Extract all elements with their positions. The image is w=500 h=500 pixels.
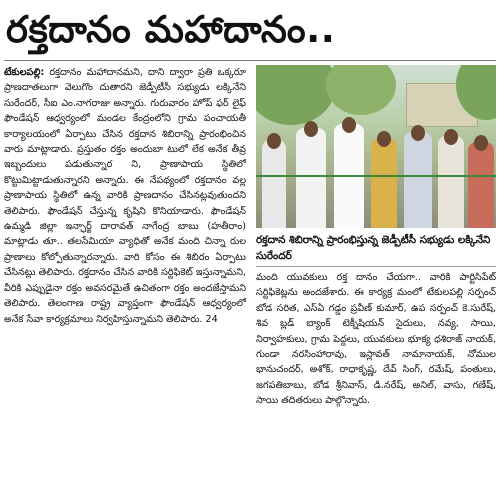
photo-person <box>296 128 326 228</box>
photo-person-head <box>377 131 391 147</box>
photo-person <box>438 136 464 228</box>
event-photo <box>256 65 496 228</box>
photo-caption: రక్తదాన శిబిరాన్ని ప్రారంభిస్తున్న జెడ్పీటీసీ సభ్యుడు లక్కినేని సురేందర్ <box>256 232 496 267</box>
photo-person-head <box>342 117 356 133</box>
photo-person-head <box>267 133 281 149</box>
photo-tree <box>326 65 396 115</box>
photo-person <box>404 132 432 228</box>
article-right-column <box>256 65 496 497</box>
photo-tree <box>256 65 336 125</box>
article-right-body: మంది యువకులు రక్త దానం చేయగా.. వారికి పార్టిసిపేట్ సర్టిఫికెట్లను అందజేశారు. ఈ కార్యక్ర మంలో టేకులపల్లి సర్పంచ్ బోడ సరిత, ఎస్ఏ గడ్డం ప్రవీణ్ కుమార్, ఉప సర్పంచ్ కె.సురేష్, శివ బ్లడ్ బ్యాంక్ టెక్నీషియన్ సైదులు, నవ్య, సాయి, నిర్వాహకులు, గ్రామ పెద్దలు, యువకులు భూక్య ధశిరాజ్ నాయక్, గుండా నరసింహారావు, ఇస్లావత్ నామానాయక్, నోముల భానుచందర్, అశోక్, రాధాకృష్ణ, దేవ్ సింగ్, రమేష్, పంతులు, జగపతిబాబు, బోడ శ్రీనివాస్, డి.నరేష్, అనిల్, వాసు, గణేష్, సాయి తదితరులు పాల్గొన్నారు. <box>256 272 496 407</box>
photo-person <box>262 140 286 228</box>
photo-person <box>371 138 397 228</box>
article-headline: రక్తదానం మహాదానం.. <box>6 8 336 51</box>
photo-person-head <box>474 135 488 151</box>
article-left-column <box>4 65 246 497</box>
headline-divider <box>4 60 496 61</box>
article-left-body: రక్తదానం మహాదానమని, దాని ద్వారా ప్రతి ఒక్కరూ ప్రాణదాతలుగా వెలుగొం దుతారని జెడ్పీటీసీ సభ్యుడు లక్కినేని సురేందర్, సీఐ ఎం.నాగరాజు అన్నారు. గురువారం హోప్ ఫర్ లైఫ్ ఫౌండేషన్ ఆధ్వర్యంలో మండల కేంద్రంలోని గ్రామ పంచాయతీ కార్యాలయంలో ఏర్పాటు చేసిన రక్తదాన శిబిరాన్ని ప్రారంభించిన వారు మాట్లాడారు. ప్రస్తుతం రక్తం అందుబా టులో లేక అనేక తీవ్ర ఇబ్బందులు పడుతున్నార ని, ప్రాణాపాయ స్థితిలో కొట్టుమిట్టాడుతున్నారని అన్నారు. ఈ నేపథ్యంలో రక్తదానం వల్ల ప్రాణాపాయ స్థితిలో ఉన్న వారికి ప్రాణదానం చేసినట్లవుతుందని తెలిపారు. ఫౌండేషన్ చేస్తున్న కృషిని కొనియాడారు. ఫౌండేషన్ ఉమ్మడి జిల్లా ఇన్ఛార్జ్ దారావత్ నాగేంద్ర బాబు (హతీరాం) మాట్లాడు తూ.. తలసేమియా వ్యాధితో అనేక మంది చిన్నా రుల ప్రాణాలు కోల్పోతున్నారన్నారు. వారి కోసం ఈ శిబిరం ఏర్పాటు చేసినట్లు తెలిపారు. రక్తదానం చేసిన వారికి సర్టిఫికెట్ ఇస్తున్నామని, వీరికి ఎప్పుడైనా రక్తం అవసరమైతే ఉచితంగా రక్తం అందజేస్తామని తెలిపారు. తెలంగాణ రాష్ట్ర వ్యాప్తంగా ఫౌండేషన్ ఆధ్వర్యంలో అనేక సేవా కార్యక్రమాలు నిర్వహిస్తున్నామని తెలిపారు. 24 <box>4 67 246 325</box>
photo-person-head <box>304 121 318 137</box>
photo-person-head <box>444 129 458 145</box>
photo-person <box>468 142 494 228</box>
photo-ribbon <box>256 175 496 177</box>
photo-person-head <box>411 125 425 141</box>
article-dateline: టేకులపల్లి: <box>4 67 45 78</box>
